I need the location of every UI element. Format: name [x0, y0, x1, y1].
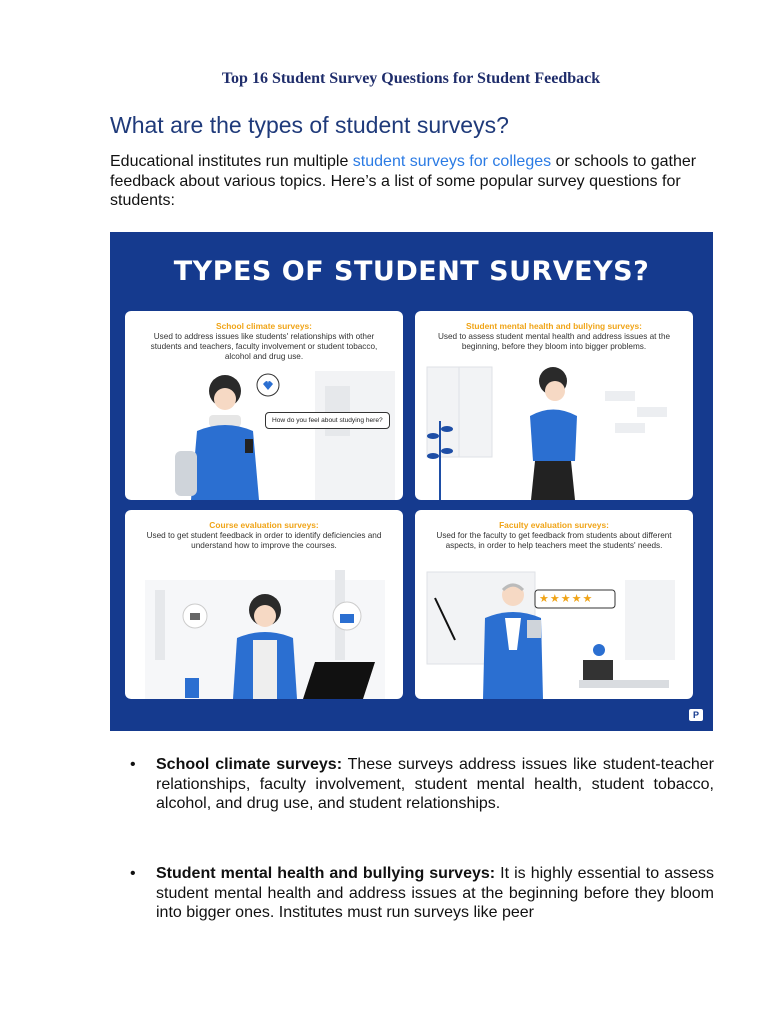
bullet-school-climate — [130, 755, 714, 814]
bullet-text: It is highly essential to assess student mental health and address issues at the beginning before they bloom into bigger ones. Institutes must run surveys like peer — [156, 865, 714, 921]
document-title: Top 16 Student Survey Questions for Student Feedback — [221, 70, 601, 87]
speech-bubble: How do you feel about studying here? — [265, 412, 390, 429]
bullet-text: These surveys address issues like student-teacher relationships, faculty involvement, student mental health, student tobacco, alcohol, and drug use, and student relationships. — [156, 756, 714, 812]
types-of-surveys-infographic — [110, 232, 713, 731]
intro-text-start: Educational institutes run multiple — [110, 153, 353, 170]
bullet-dot: • — [130, 756, 136, 773]
brand-logo: P — [689, 709, 703, 721]
mental-health-card-title: Student mental health and bullying surveys: — [466, 321, 642, 331]
faculty-evaluation-card-desc: Used for the faculty to get feedback from students about different aspects, in order to help teachers meet the students' needs. — [436, 531, 672, 550]
course-evaluation-card-desc: Used to get student feedback in order to identify deficiencies and understand how to improve the courses. — [146, 531, 382, 550]
intro-text-end: or schools to gather feedback about various topics. Here’s a list of some popular survey questions for students: — [110, 153, 697, 209]
bullet-label: Student mental health and bullying surveys: — [156, 865, 496, 882]
five-star-rating: ★★★★★ — [539, 593, 594, 605]
mental-health-card — [415, 311, 693, 500]
faculty-evaluation-card-title: Faculty evaluation surveys: — [499, 520, 609, 530]
bullet-label: School climate surveys: — [156, 756, 343, 773]
faculty-evaluation-card — [415, 510, 693, 699]
school-climate-card — [125, 311, 403, 500]
bullet-mental-health — [130, 864, 714, 923]
student-surveys-link[interactable]: student surveys for colleges — [352, 153, 552, 170]
school-climate-card-desc: Used to address issues like students' relationships with other students and teachers, faculty involvement or student tobacco, alcohol and drug use. — [150, 332, 378, 361]
school-climate-card-title: School climate surveys: — [216, 321, 312, 331]
course-evaluation-card — [125, 510, 403, 699]
course-evaluation-card-title: Course evaluation surveys: — [209, 520, 319, 530]
bullet-dot: • — [130, 865, 136, 882]
intro-paragraph — [110, 152, 710, 211]
infographic-title: TYPES OF STUDENT SURVEYS? — [173, 256, 650, 287]
section-heading: What are the types of student surveys? — [110, 112, 509, 138]
mental-health-card-desc: Used to assess student mental health and address issues at the beginning, before they bloom into bigger problems. — [437, 332, 671, 351]
